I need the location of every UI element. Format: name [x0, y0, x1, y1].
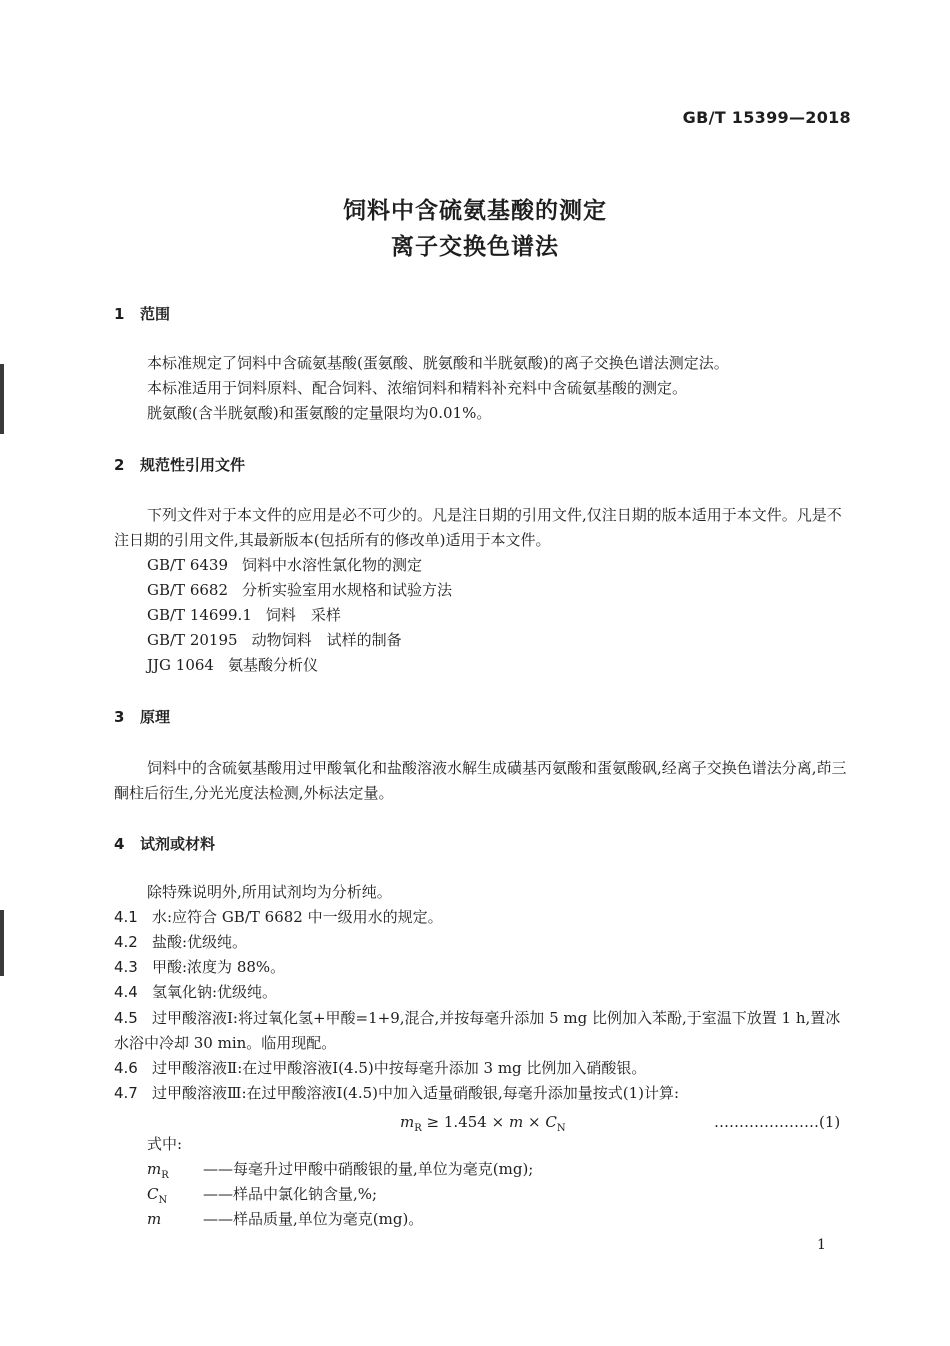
reference-item	[147, 603, 341, 628]
formula-times: ×	[527, 1113, 541, 1131]
paragraph: 除特殊说明外,所用试剂均为分析纯。	[147, 883, 392, 901]
scan-edge-mark	[0, 364, 4, 434]
paragraph: 胱氨酸(含半胱氨酸)和蛋氨酸的定量限均为0.01%。	[147, 404, 492, 422]
section-heading	[114, 303, 170, 324]
where-label: 式中:	[147, 1135, 183, 1153]
page-number: 1	[817, 1237, 826, 1253]
clause-number: 4.5	[114, 1009, 138, 1027]
clause-item	[114, 905, 443, 930]
clause-number: 4.1	[114, 908, 138, 926]
reference-code: JJG 1064	[147, 656, 214, 674]
section-number: 1	[114, 305, 125, 323]
formula-operator: ≥ 1.454 ×	[426, 1113, 505, 1131]
formula-c-sub: N	[556, 1123, 566, 1134]
equation-number: …………………(1)	[714, 1113, 841, 1131]
formula-lhs: m	[400, 1113, 415, 1131]
clause-number: 4.6	[114, 1059, 138, 1077]
section-heading	[114, 833, 215, 854]
clause-number: 4.3	[114, 958, 138, 976]
reference-item	[147, 628, 402, 653]
clause-text: 过甲酸溶液Ⅲ:在过甲酸溶液Ⅰ(4.5)中加入适量硝酸银,每毫升添加量按式(1)计算:	[152, 1084, 680, 1102]
clause-item	[114, 1006, 851, 1056]
reference-name: 饲料 采样	[265, 606, 341, 624]
paragraph: 饲料中的含硫氨基酸用过甲酸氧化和盐酸溶液水解生成磺基丙氨酸和蛋氨酸砜,经离子交换色谱法分离,茚三酮柱后衍生,分光光度法检测,外标法定量。	[114, 759, 847, 802]
reference-code: GB/T 14699.1	[147, 606, 252, 624]
reference-code: GB/T 20195	[147, 631, 238, 649]
clause-item	[114, 1056, 646, 1081]
formula-c: C	[545, 1113, 557, 1131]
paragraph: 下列文件对于本文件的应用是必不可少的。凡是注日期的引用文件,仅注日期的版本适用于本文件。凡是不注日期的引用文件,其最新版本(包括所有的修改单)适用于本文件。	[114, 506, 842, 549]
formula-lhs-sub: R	[414, 1123, 422, 1134]
section-title: 规范性引用文件	[140, 456, 246, 474]
symbol-description: ——样品中氯化钠含量,%;	[203, 1185, 378, 1203]
section-number: 3	[114, 708, 125, 726]
clause-text: 甲酸:浓度为 88%。	[152, 958, 286, 976]
section-number: 4	[114, 835, 125, 853]
clause-item	[114, 955, 285, 980]
reference-name: 氨基酸分析仪	[227, 656, 318, 674]
symbol-sub: R	[161, 1170, 169, 1181]
clause-number: 4.7	[114, 1084, 138, 1102]
symbol: m	[147, 1210, 162, 1228]
scan-edge-mark	[0, 910, 4, 976]
symbol-description: ——样品质量,单位为毫克(mg)。	[203, 1210, 424, 1228]
reference-name: 分析实验室用水规格和试验方法	[242, 581, 453, 599]
document-subtitle: 离子交换色谱法	[391, 234, 559, 260]
clause-text: 氢氧化钠:优级纯。	[152, 983, 278, 1001]
clause-item	[114, 930, 247, 955]
reference-item	[147, 578, 452, 603]
section-title: 范围	[140, 305, 171, 323]
paragraph: 本标准规定了饲料中含硫氨基酸(蛋氨酸、胱氨酸和半胱氨酸)的离子交换色谱法测定法。	[147, 354, 729, 372]
reference-name: 饲料中水溶性氯化物的测定	[242, 556, 423, 574]
clause-text: 水:应符合 GB/T 6682 中一级用水的规定。	[152, 908, 443, 926]
section-title: 原理	[140, 708, 171, 726]
reference-item	[147, 653, 318, 678]
standard-number: GB/T 15399—2018	[682, 108, 851, 127]
symbol-description: ——每毫升过甲酸中硝酸银的量,单位为毫克(mg);	[203, 1160, 534, 1178]
clause-item	[114, 1081, 679, 1106]
clause-number: 4.4	[114, 983, 138, 1001]
formula	[400, 1110, 566, 1141]
section-heading	[114, 454, 245, 475]
symbol-sub: N	[158, 1195, 168, 1206]
formula-m: m	[508, 1113, 524, 1131]
clause-text: 过甲酸溶液Ⅱ:在过甲酸溶液Ⅰ(4.5)中按每毫升添加 3 mg 比例加入硝酸银。	[152, 1059, 647, 1077]
document-title: 饲料中含硫氨基酸的测定	[343, 198, 607, 224]
reference-code: GB/T 6682	[147, 581, 229, 599]
paragraph: 本标准适用于饲料原料、配合饲料、浓缩饲料和精料补充料中含硫氨基酸的测定。	[147, 379, 688, 397]
clause-number: 4.2	[114, 933, 138, 951]
symbol: m	[147, 1160, 162, 1178]
clause-text: 盐酸:优级纯。	[152, 933, 248, 951]
reference-name: 动物饲料 试样的制备	[251, 631, 402, 649]
clause-item	[114, 980, 277, 1005]
reference-item	[147, 553, 422, 578]
symbol-definition	[147, 1207, 423, 1238]
reference-code: GB/T 6439	[147, 556, 229, 574]
section-heading	[114, 706, 170, 727]
section-title: 试剂或材料	[140, 835, 216, 853]
clause-text: 过甲酸溶液Ⅰ:将过氧化氢+甲酸=1+9,混合,并按每毫升添加 5 mg 比例加入苯酚,于室温下放置 1 h,置冰水浴中冷却 30 min。临用现配。	[114, 1009, 841, 1052]
symbol: C	[147, 1185, 159, 1203]
section-number: 2	[114, 456, 125, 474]
